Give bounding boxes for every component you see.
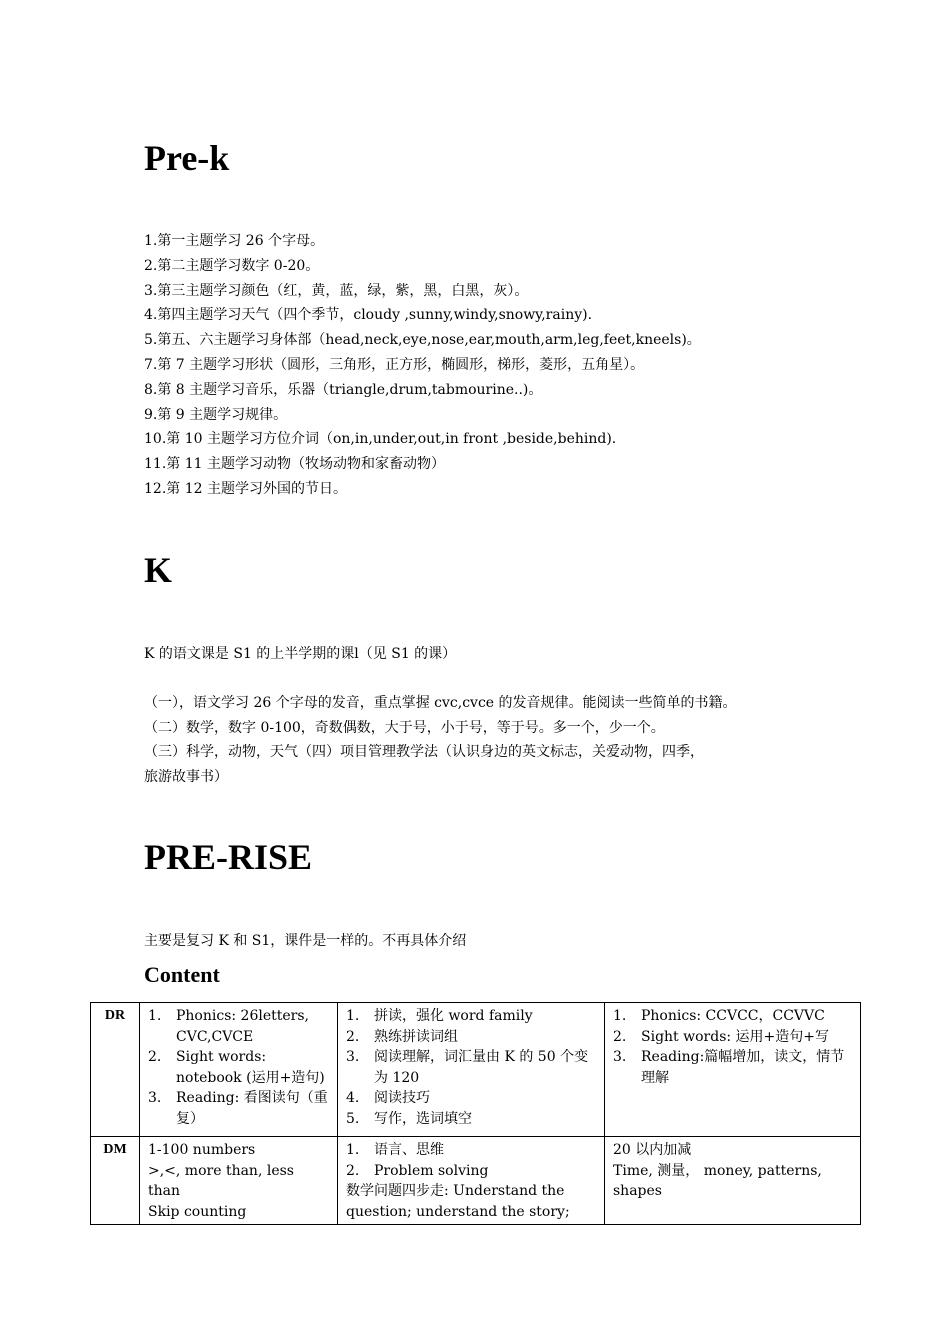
list-item: 3. 阅读理解，词汇量由 K 的 50 个变为 120 [346, 1049, 589, 1086]
cell-line: Skip counting [148, 1203, 247, 1220]
table-cell [605, 1137, 861, 1225]
list-item: 8.第 8 主题学习音乐，乐器（triangle,drum,tabmourine..)。 [144, 381, 543, 398]
prek-topic-list [144, 229, 701, 502]
table-cell [140, 1137, 338, 1225]
list-item: 1. 语言、思维 [346, 1142, 444, 1158]
table-row [91, 1003, 861, 1137]
list-item: 2.第二主题学习数字 0-20。 [144, 257, 320, 274]
list-item: 1. Phonics: CCVCC，CCVVC [613, 1008, 825, 1024]
list-item: 10.第 10 主题学习方位介词（on,in,under,out,in front ,beside,behind). [144, 431, 617, 448]
k-detail-line: 旅游故事书） [144, 768, 228, 785]
list-item: 11.第 11 主题学习动物（牧场动物和家畜动物） [144, 456, 445, 473]
table-cell [338, 1003, 605, 1137]
content-heading: Content [144, 962, 220, 987]
table-cell [338, 1137, 605, 1225]
list-item: 3. Reading:篇幅增加，读文，情节理解 [613, 1049, 845, 1086]
table-border-line [860, 1003, 861, 1218]
list-item: 5. 写作，选词填空 [346, 1110, 472, 1127]
prerise-title: PRE-RISE [144, 837, 313, 877]
cell-line: Time, 测量， money, patterns, shapes [613, 1162, 822, 1199]
k-details [144, 691, 824, 789]
list-item: 2. Problem solving [346, 1162, 489, 1179]
list-item: 1. Phonics: 26letters, CVC,CVCE [148, 1008, 309, 1045]
k-detail-line: （一），语文学习 26 个字母的发音，重点掌握 cvc,cvce 的发音规律。能阅读一些简单的书籍。 [144, 695, 737, 711]
prek-title: Pre-k [144, 138, 230, 178]
k-detail-line: （二）数学，数字 0-100，奇数偶数，大于号，小于号，等于号。多一个，少一个。 [144, 719, 665, 736]
list-item: 1.第一主题学习 26 个字母。 [144, 233, 325, 249]
list-item: 2. Sight words: notebook (运用+造句) [148, 1049, 325, 1086]
list-item: 5.第五、六主题学习身体部（head,neck,eye,nose,ear,mouth,arm,leg,feet,kneels)。 [144, 332, 701, 349]
cell-line: 20 以内加减 [613, 1142, 692, 1158]
content-table [90, 1002, 861, 1225]
cell-line: >,<, more than, less than [148, 1162, 294, 1199]
list-item: 4. 阅读技巧 [346, 1090, 430, 1106]
list-item: 1. 拼读，强化 word family [346, 1008, 533, 1024]
list-item: 4.第四主题学习天气（四个季节，cloudy ,sunny,windy,snowy,rainy). [144, 307, 593, 324]
cell-line: 1-100 numbers [148, 1142, 256, 1158]
list-item: 3.第三主题学习颜色（红，黄，蓝，绿，紫，黑，白黑，灰）。 [144, 282, 529, 299]
row-label: DM [91, 1137, 140, 1225]
k-title: K [144, 550, 173, 590]
k-intro: K 的语文课是 S1 的上半学期的课l（见 S1 的课） [144, 646, 457, 662]
list-item: 2. Sight words: 运用+造句+写 [613, 1028, 830, 1045]
table-cell [140, 1003, 338, 1137]
list-item: 12.第 12 主题学习外国的节日。 [144, 480, 347, 497]
list-item: 9.第 9 主题学习规律。 [144, 406, 288, 423]
list-item: 3. Reading: 看图读句（重复） [148, 1090, 328, 1127]
cell-line: 数学问题四步走: Understand the question; understand the story; [346, 1183, 570, 1220]
table-cell [605, 1003, 861, 1137]
prerise-intro: 主要是复习 K 和 S1，课件是一样的。不再具体介绍 [144, 933, 467, 949]
k-detail-line: （三）科学，动物，天气（四）项目管理教学法（认识身边的英文标志，关爱动物，四季， [144, 744, 704, 760]
row-label: DR [91, 1003, 140, 1137]
table-row [91, 1137, 861, 1225]
list-item: 2. 熟练拼读词组 [346, 1028, 458, 1045]
list-item: 7.第 7 主题学习形状（圆形，三角形，正方形，椭圆形，梯形，菱形，五角星）。 [144, 356, 645, 373]
